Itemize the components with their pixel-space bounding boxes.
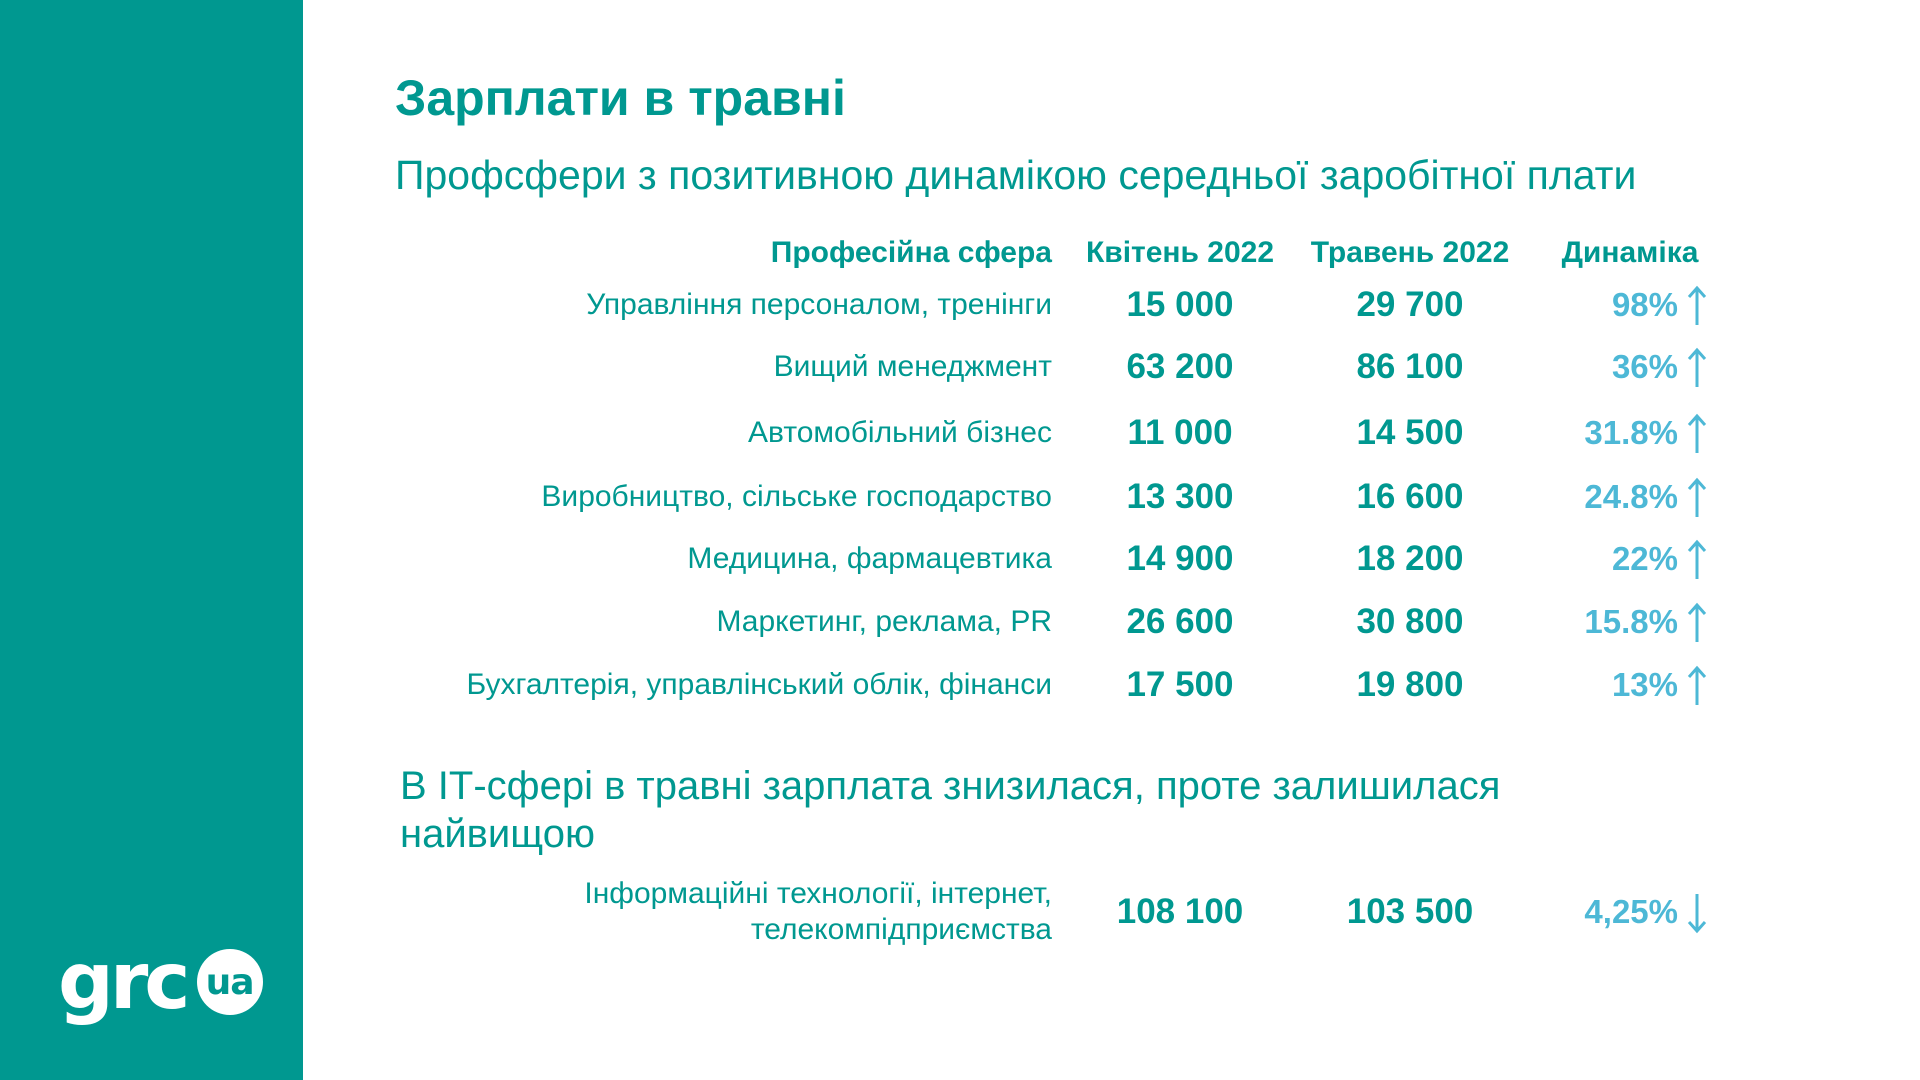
it-section-heading: В ІТ-сфері в травні зарплата знизилася, проте залишилася найвищою (400, 764, 1501, 856)
it-value-april: 108 100 (1116, 892, 1244, 931)
value-dynamics: 13% (1611, 666, 1678, 703)
it-sphere-line2: телекомпідприємства (750, 913, 1052, 946)
table-row (0, 342, 1920, 392)
logo-badge: ua (197, 949, 263, 1015)
value-dynamics: 31.8% (1584, 414, 1678, 451)
sphere-label: Медицина, фармацевтика (687, 542, 1052, 575)
it-value-dynamics: 4,25% (1584, 893, 1678, 930)
value-dynamics: 15.8% (1584, 603, 1678, 640)
header-dynamics: Динаміка (1561, 236, 1699, 269)
arrow-up-icon (1680, 597, 1714, 647)
table-row (0, 472, 1920, 522)
table-row (0, 660, 1920, 710)
header-sphere: Професійна сфера (770, 236, 1052, 269)
sphere-label: Вищий менеджмент (773, 350, 1052, 383)
it-sphere-line1: Інформаційні технології, інтернет, (584, 877, 1052, 910)
value-april: 14 900 (1126, 539, 1234, 578)
arrow-up-icon (1680, 408, 1714, 458)
grc-ua-logo (58, 937, 263, 1027)
page-subtitle: Профсфери з позитивною динамікою середньої заробітної плати (395, 152, 1637, 198)
value-may: 18 200 (1356, 539, 1464, 578)
page-title: Зарплати в травні (395, 70, 846, 126)
arrow-down-icon (1680, 887, 1714, 937)
sphere-label: Маркетинг, реклама, PR (716, 605, 1052, 638)
value-dynamics: 22% (1611, 540, 1678, 577)
value-april: 11 000 (1127, 413, 1233, 452)
value-april: 26 600 (1126, 602, 1234, 641)
value-may: 16 600 (1356, 477, 1464, 516)
logo-word: grc (58, 937, 187, 1027)
value-may: 14 500 (1356, 413, 1464, 452)
arrow-up-icon (1680, 660, 1714, 710)
table-row (0, 534, 1920, 584)
sphere-label: Бухгалтерія, управлінський облік, фінанси (466, 668, 1052, 701)
arrow-up-icon (1680, 280, 1714, 330)
arrow-up-icon (1680, 342, 1714, 392)
value-may: 30 800 (1356, 602, 1464, 641)
table-row (0, 408, 1920, 458)
value-april: 17 500 (1126, 665, 1234, 704)
sphere-label: Виробництво, сільське господарство (541, 480, 1052, 513)
value-may: 19 800 (1356, 665, 1464, 704)
arrow-up-icon (1680, 472, 1714, 522)
value-dynamics: 36% (1611, 348, 1678, 385)
header-may: Травень 2022 (1310, 236, 1510, 269)
sphere-label: Управління персоналом, тренінги (586, 288, 1052, 321)
it-value-may: 103 500 (1346, 892, 1474, 931)
value-dynamics: 24.8% (1584, 478, 1678, 515)
sphere-label: Автомобільний бізнес (748, 416, 1052, 449)
it-sphere-label (584, 876, 1052, 948)
table-row (0, 280, 1920, 330)
arrow-up-icon (1680, 534, 1714, 584)
value-may: 29 700 (1356, 285, 1464, 324)
table-row (0, 597, 1920, 647)
value-april: 15 000 (1126, 285, 1234, 324)
header-april: Квітень 2022 (1085, 236, 1275, 269)
it-table-row (0, 876, 1920, 948)
value-may: 86 100 (1356, 347, 1464, 386)
value-april: 13 300 (1126, 477, 1234, 516)
value-april: 63 200 (1126, 347, 1234, 386)
value-dynamics: 98% (1611, 286, 1678, 323)
